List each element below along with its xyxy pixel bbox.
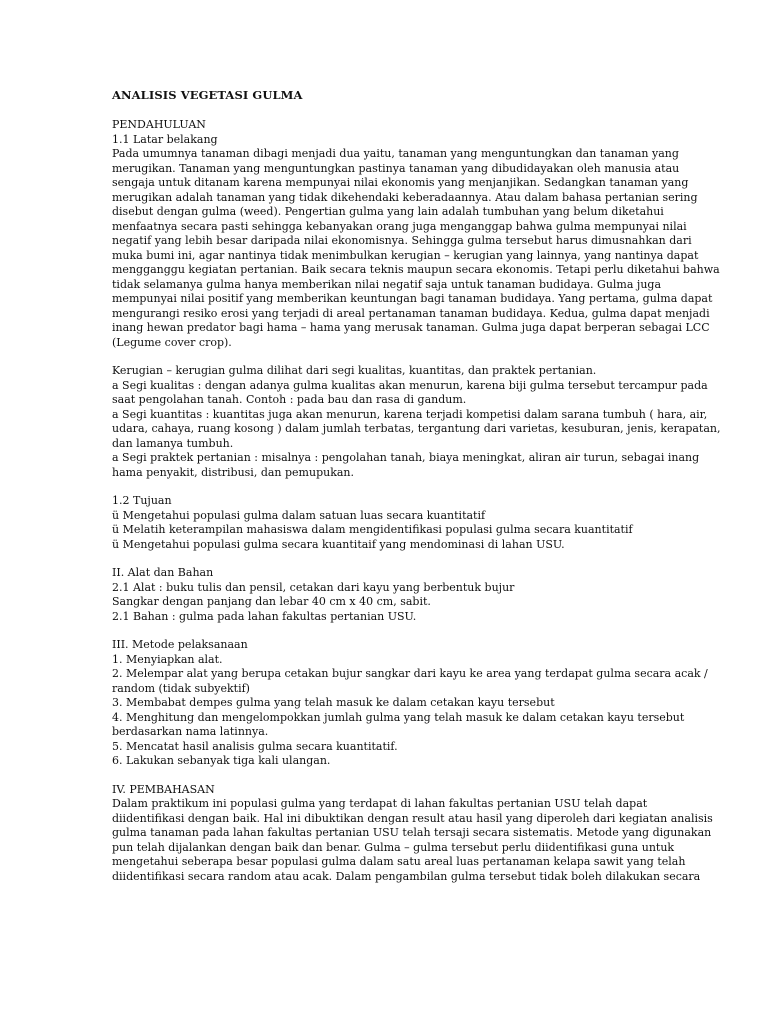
text-line: negatif yang lebih besar daripada nilai ekonomisnya. Sehingga gulma tersebut harus dimusnahkan dari xyxy=(112,234,692,247)
text-line: merugikan adalah tanaman yang tidak dikehendaki keberadaannya. Atau dalam bahasa pertanian sering xyxy=(112,190,698,204)
list-item: ü Mengetahui populasi gulma secara kuantitaif yang mendominasi di lahan USU. xyxy=(112,537,565,551)
text-line: Sangkar dengan panjang dan lebar 40 cm x 40 cm, sabit. xyxy=(112,595,431,608)
list-item: random (tidak subyektif) xyxy=(112,681,250,695)
text-line: sengaja untuk ditanam karena mempunyai nilai ekonomis yang menjanjikan. Sedangkan tanaman yang xyxy=(112,176,689,189)
text-line: (Legume cover crop). xyxy=(112,335,232,349)
heading-alat-bahan: II. Alat dan Bahan xyxy=(112,566,214,579)
section-pembahasan xyxy=(112,782,713,885)
text-line: gulma tanaman pada lahan fakultas pertanian USU telah tersaji secara sistematis. Metode yang digunakan xyxy=(112,826,712,839)
heading-tujuan: 1.2 Tujuan xyxy=(112,494,172,507)
text-line: 2.1 Bahan : gulma pada lahan fakultas pertanian USU. xyxy=(112,609,417,623)
list-item: 5. Mencatat hasil analisis gulma secara kuantitatif. xyxy=(112,739,398,753)
list-item: 2. Melempar alat yang berupa cetakan bujur sangkar dari kayu ke area yang terdapat gulma secara acak / xyxy=(112,667,708,680)
text-line: mengganggu kegiatan pertanian. Baik secara teknis maupun secara ekonomis. Tetapi perlu diketahui bahwa xyxy=(112,263,720,276)
list-item: ü Melatih keterampilan mahasiswa dalam mengidentifikasi populasi gulma secara kuantitatif xyxy=(112,523,633,536)
list-item: 1. Menyiapkan alat. xyxy=(112,652,223,666)
section-alat-bahan xyxy=(112,566,650,624)
text-line: menfaatnya secara pasti sehingga kebanyakan orang juga menganggap bahwa gulma mempunyai nilai xyxy=(112,219,687,233)
section-tujuan xyxy=(112,494,650,552)
section-kerugian xyxy=(112,364,721,480)
section-pendahuluan xyxy=(112,118,720,350)
heading-metode: III. Metode pelaksanaan xyxy=(112,638,248,651)
subheading-latar-belakang: 1.1 Latar belakang xyxy=(112,132,218,146)
heading-pembahasan: IV. PEMBAHASAN xyxy=(112,782,215,796)
list-item: ü Mengetahui populasi gulma dalam satuan luas secara kuantitatif xyxy=(112,508,486,522)
text-line: inang hewan predator bagi hama – hama yang merusak tanaman. Gulma juga dapat berperan sebagai LCC xyxy=(112,321,710,334)
text-line: dan lamanya tumbuh. xyxy=(112,436,234,450)
text-line: a Segi praktek pertanian : misalnya : pengolahan tanah, biaya meningkat, aliran air turun, sebagai inang xyxy=(112,451,700,464)
text-line: saat pengolahan tanah. Contoh : pada bau dan rasa di gandum. xyxy=(112,393,467,406)
text-line: merugikan. Tanaman yang menguntungkan pastinya tanaman yang dibudidayakan oleh manusia atau xyxy=(112,161,680,175)
list-item: berdasarkan nama latinnya. xyxy=(112,725,269,738)
list-item: 4. Menghitung dan mengelompokkan jumlah gulma yang telah masuk ke dalam cetakan kayu tersebut xyxy=(112,710,685,724)
section-metode xyxy=(112,638,708,769)
heading-pendahuluan: PENDAHULUAN xyxy=(112,118,206,131)
text-line: hama penyakit, distribusi, dan pemupukan. xyxy=(112,465,354,479)
text-line: diidentifikasi dengan baik. Hal ini dibuktikan dengan result atau hasil yang diperoleh dari kegiatan analisis xyxy=(112,811,713,825)
text-line: Kerugian – kerugian gulma dilihat dari segi kualitas, kuantitas, dan praktek pertanian. xyxy=(112,364,597,377)
list-item: 6. Lakukan sebanyak tiga kali ulangan. xyxy=(112,754,331,767)
text-line: tidak selamanya gulma hanya memberikan nilai negatif saja untuk tanaman budidaya. Gulma juga xyxy=(112,277,662,291)
text-line: a Segi kualitas : dengan adanya gulma kualitas akan menurun, karena biji gulma tersebut tercampur pada xyxy=(112,378,708,392)
text-line: udara, cahaya, ruang kosong ) dalam jumlah terbatas, tergantung dari varietas, kesuburan, jenis, kerapatan, xyxy=(112,422,721,435)
text-line: mempunyai nilai positif yang memberikan keuntungan bagi tanaman budidaya. Yang pertama, gulma dapat xyxy=(112,292,713,305)
text-line: a Segi kuantitas : kuantitas juga akan menurun, karena terjadi kompetisi dalam sarana tumbuh ( hara, air, xyxy=(112,407,708,421)
text-line: Dalam praktikum ini populasi gulma yang terdapat di lahan fakultas pertanian USU telah dapat xyxy=(112,797,648,810)
text-line: Pada umumnya tanaman dibagi menjadi dua yaitu, tanaman yang menguntungkan dan tanaman yang xyxy=(112,147,679,160)
list-item: 3. Membabat dempes gulma yang telah masuk ke dalam cetakan kayu tersebut xyxy=(112,696,555,709)
text-line: mengetahui seberapa besar populasi gulma dalam satu areal luas pertanaman kelapa sawit yang telah xyxy=(112,855,686,868)
document-title: ANALISIS VEGETASI GULMA xyxy=(112,88,303,102)
text-line: pun telah dijalankan dengan baik dan benar. Gulma – gulma tersebut perlu diidentifikasi guna untuk xyxy=(112,840,675,854)
text-line: muka bumi ini, agar nantinya tidak menimbulkan kerugian – kerugian yang lainnya, yang nantinya dapat xyxy=(112,248,699,262)
text-line: mengurangi resiko erosi yang terjadi di areal pertanaman tanaman budidaya. Kedua, gulma dapat menjadi xyxy=(112,306,710,320)
text-line: disebut dengan gulma (weed). Pengertian gulma yang lain adalah tumbuhan yang belum diketahui xyxy=(112,205,664,218)
text-line: 2.1 Alat : buku tulis dan pensil, cetakan dari kayu yang berbentuk bujur xyxy=(112,580,515,594)
text-line: diidentifikasi secara random atau acak. Dalam pengambilan gulma tersebut tidak boleh dilakukan secara xyxy=(112,869,701,883)
